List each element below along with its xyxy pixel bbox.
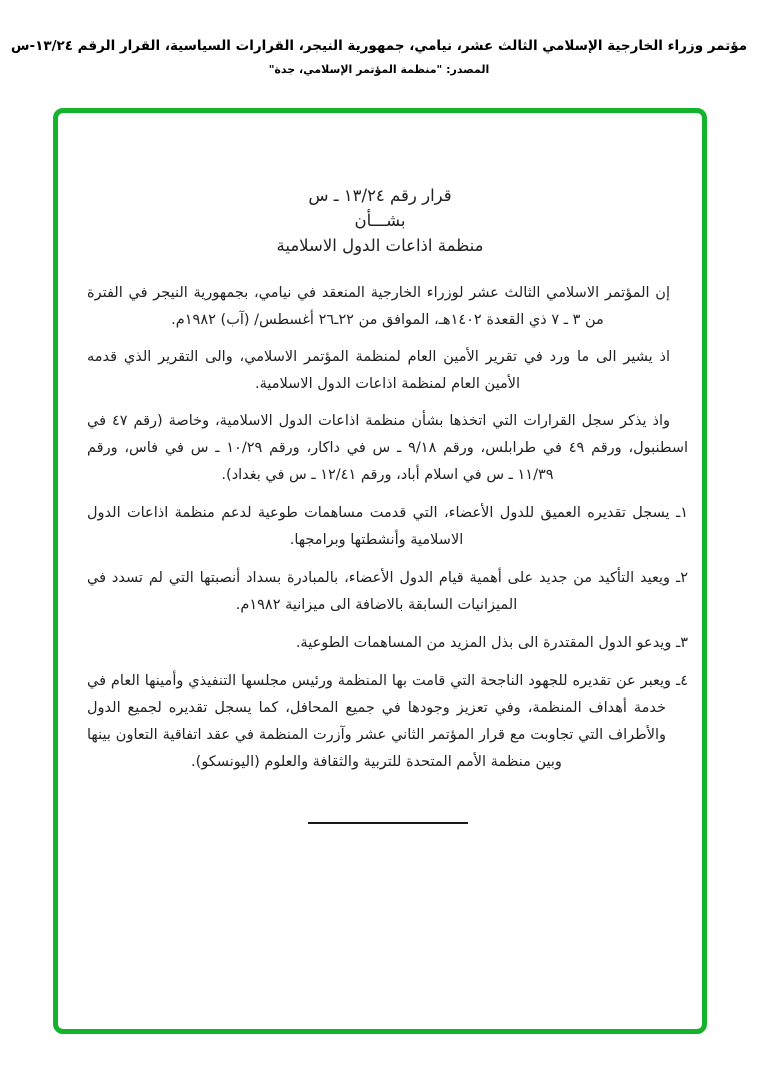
resolution-number-title: قرار رقم ١٣/٢٤ ـ س xyxy=(308,186,452,205)
resolution-item xyxy=(87,500,688,554)
resolution-subject-label: بشـــأن xyxy=(354,211,406,230)
item-text: يسجل تقديره العميق للدول الأعضاء، التي قدمت مساهمات طوعية لدعم منظمة اذاعات الدول الاسلامية وأنشطتها وبرامجها. xyxy=(87,505,670,548)
resolution-title-block xyxy=(58,183,702,258)
resolution-item xyxy=(87,565,688,619)
preamble-paragraph: اذ يشير الى ما ورد في تقرير الأمين العام لمنظمة المؤتمر الاسلامي، والى التقرير الذي قدمه الأمين العام لمنظمة اذاعات الدول الاسلامية. xyxy=(87,349,670,392)
header-source: المصدر: "منظمة المؤتمر الإسلامي، جدة" xyxy=(268,63,490,76)
item-number: ٣ـ xyxy=(675,635,688,651)
item-text: ويعيد التأكيد من جديد على أهمية قيام الدول الأعضاء، بالمبادرة بسداد أنصبتها التي لم تسدد في الميزانيات السابقة بالاضافة الى ميزانية ١٩٨٢م. xyxy=(87,570,671,613)
preamble-paragraph: إن المؤتمر الاسلامي الثالث عشر لوزراء الخارجية المنعقد في نيامي، بجمهورية النيجر في الفترة من ٣ ـ ٧ ذي القعدة ١٤٠٢هـ، الموافق من ٢٢ـ٢٦ أغسطس/ (آب) ١٩٨٢م. xyxy=(87,285,670,328)
preamble-paragraph: واذ يذكر سجل القرارات التي اتخذها بشأن منظمة اذاعات الدول الاسلامية، وخاصة (رقم ٤٧ في اسطنبول، ورقم ٤٩ في طرابلس، ورقم ٩/١٨ ـ س في داكار، ورقم ١٠/٢٩ ـ س في فاس، ورقم ١١/٣٩ ـ س في اسلام أباد، ورقم ١٢/٤١ ـ س في بغداد). xyxy=(87,413,688,483)
document-header xyxy=(0,38,758,76)
header-citation: مؤتمر وزراء الخارجية الإسلامي الثالث عشر، نيامي، جمهورية النيجر، القرارات السياسية، القرار الرقم ١٣/٢٤-س xyxy=(10,38,748,54)
item-text: ويعبر عن تقديره للجهود الناجحة التي قامت بها المنظمة ورئيس مجلسها التنفيذي وأمينها العام في خدمة أهداف المنظمة، وفي تعزيز وجودها في جميع المحافل، كما يسجل تقديره لجميع الدول والأطراف التي تجاوبت مع قرار المؤتمر الثاني عشر وآزرت المنظمة في عقد اتفاقية التعاون بينها وبين منظمة الأمم المتحدة للتربية والثقافة والعلوم (اليونسكو). xyxy=(87,673,672,770)
resolution-item xyxy=(87,668,688,776)
item-number: ١ـ xyxy=(675,505,688,521)
resolution-frame xyxy=(53,108,707,1034)
item-text: ويدعو الدول المقتدرة الى بذل المزيد من المساهمات الطوعية. xyxy=(295,635,672,651)
resolution-subject-title: منظمة اذاعات الدول الاسلامية xyxy=(276,236,484,255)
end-divider xyxy=(308,822,468,824)
resolution-body xyxy=(58,258,702,824)
item-number: ٢ـ xyxy=(675,570,688,586)
resolution-item xyxy=(87,630,688,657)
item-number: ٤ـ xyxy=(675,673,688,689)
